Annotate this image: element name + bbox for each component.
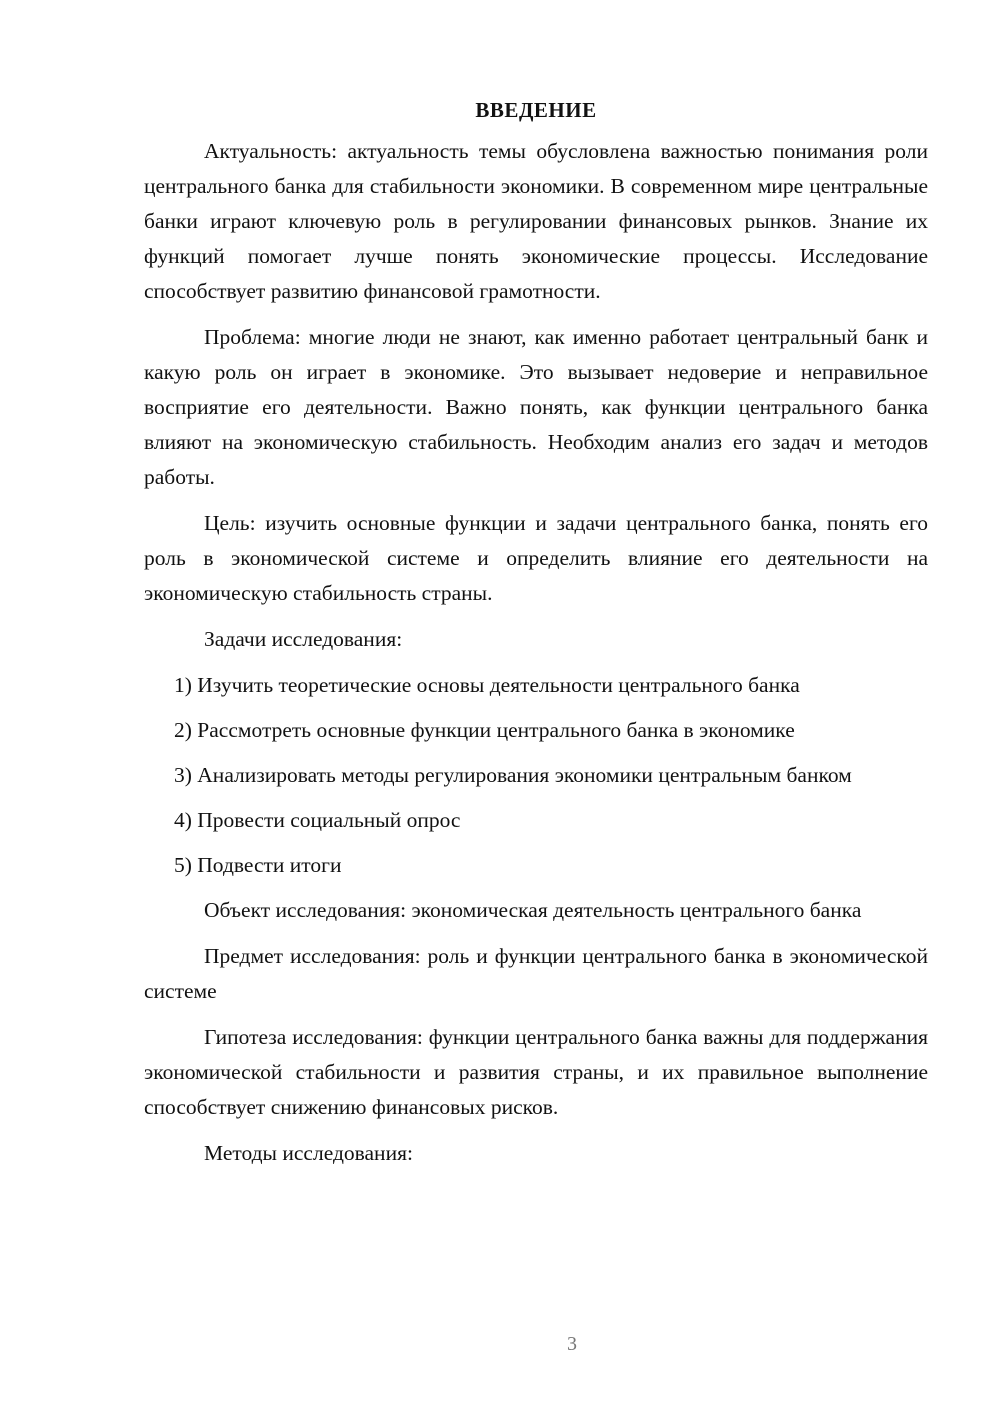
task-item-5: 5) Подвести итоги [174, 853, 342, 877]
paragraph-subject: Предмет исследования: роль и функции центрального банка в экономической системе [144, 944, 928, 1003]
paragraph-goal: Цель: изучить основные функции и задачи центрального банка, понять его роль в экономической системе и определить влияние его деятельности на экономическую стабильность страны. [144, 511, 928, 605]
task-item-1: 1) Изучить теоретические основы деятельности центрального банка [174, 673, 800, 697]
paragraph-hypothesis: Гипотеза исследования: функции центрального банка важны для поддержания экономической стабильности и развития страны, и их правильное выполнение способствует снижению финансовых рисков. [144, 1025, 928, 1119]
tasks-heading: Задачи исследования: [204, 627, 403, 651]
paragraph-object: Объект исследования: экономическая деятельность центрального банка [204, 898, 862, 922]
paragraph-relevance: Актуальность: актуальность темы обусловлена важностью понимания роли центрального банка для стабильности экономики. В современном мире центральные банки играют ключевую роль в регулировании финансовых рынков. Знание их функций помогает лучше понять экономические процессы. Исследование способствует развитию финансовой грамотности. [144, 139, 928, 303]
section-title: ВВЕДЕНИЕ [475, 98, 597, 122]
task-item-2: 2) Рассмотреть основные функции центрального банка в экономике [174, 718, 795, 742]
task-item-4: 4) Провести социальный опрос [174, 808, 461, 832]
tasks-list [144, 668, 928, 883]
task-item-3: 3) Анализировать методы регулирования экономики центральным банком [174, 763, 852, 787]
page-number: 3 [567, 1333, 577, 1355]
paragraph-problem: Проблема: многие люди не знают, как именно работает центральный банк и какую роль он играет в экономике. Это вызывает недоверие и неправильное восприятие его деятельности. Важно понять, как функции центрального банка влияют на экономическую стабильность. Необходим анализ его задач и методов работы. [144, 325, 928, 489]
document-page [144, 92, 928, 1182]
methods-heading: Методы исследования: [204, 1141, 413, 1165]
